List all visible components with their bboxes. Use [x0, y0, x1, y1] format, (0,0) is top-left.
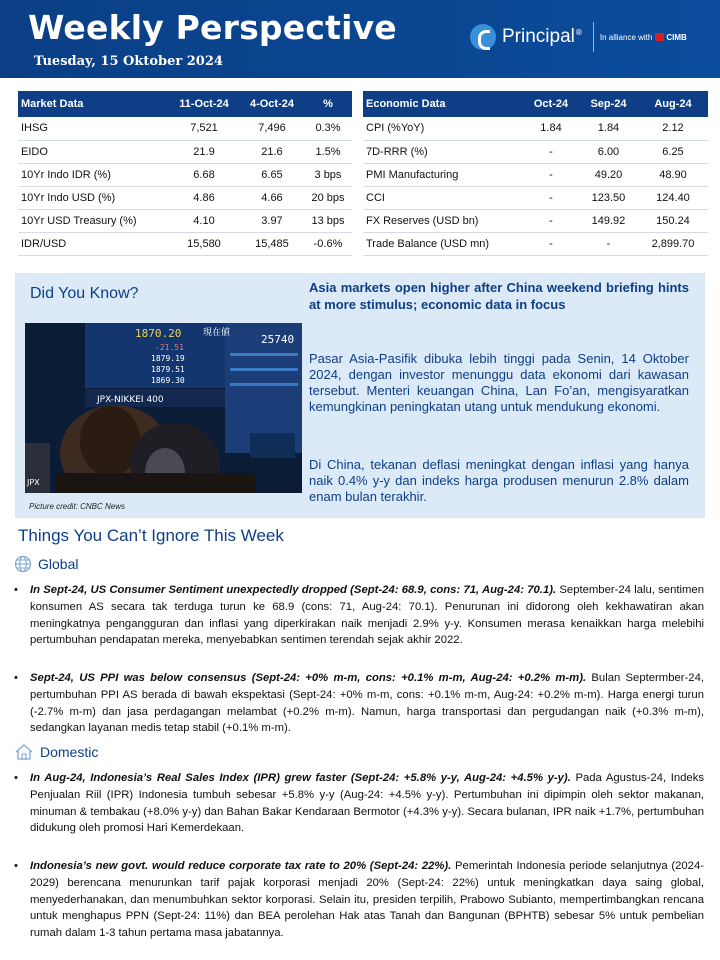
econ-col-header: Economic Data — [363, 91, 523, 117]
svg-text:1869.30: 1869.30 — [151, 376, 185, 385]
report-date: Tuesday, 15 Oktober 2024 — [34, 54, 223, 69]
home-icon — [14, 743, 34, 761]
page-title: Weekly Perspective — [28, 8, 397, 47]
domestic-label: Domestic — [40, 744, 99, 760]
news-headline: Asia markets open higher after China weekend briefing hints at more stimulus; economic data in focus — [309, 280, 689, 312]
svg-text:1879.19: 1879.19 — [151, 354, 185, 363]
list-item: • In Sept-24, US Consumer Sentiment unexpectedly dropped (Sept-24: 68.9, cons: 71, Aug-24: 70.1). September-24 lalu, sentimen konsumen AS secara tak terduga turun ke 68.9 (cons: 71, Aug-24: 70.1). Penurunan ini didorong oleh kekhawatiran akan meningkatnya pengangguran dan inflasi yang diperkirakan naik menjadi 2.9% y-y. Konsumen merasa kenaikkan harga melebihi pertumbuhan pendapatan mereka, menyebabkan sentimen terendah sejak akhir 2022. — [14, 584, 704, 647]
cimb-icon — [655, 33, 664, 41]
table-row: IHSG 7,521 7,496 0.3% — [18, 117, 352, 140]
photo-credit: Picture credit: CNBC News — [29, 502, 126, 511]
header-banner — [0, 0, 720, 78]
brand-name: Principal — [502, 26, 575, 47]
domestic-subheading — [14, 743, 98, 761]
news-paragraph-1: Pasar Asia-Pasifik dibuka lebih tinggi pada Senin, 14 Oktober 2024, dengan investor menunggu data ekonomi dari kawasan tersebut. Menteri keuangan China, Lan Fo’an, mengisyaratkan kemungkinan peningkatan utang untuk mendukung ekonomi. — [309, 351, 689, 414]
globe-icon — [14, 555, 32, 573]
svg-text:JPX-NIKKEI 400: JPX-NIKKEI 400 — [97, 395, 164, 405]
svg-text:現在値: 現在値 — [203, 328, 231, 338]
table-row: 10Yr USD Treasury (%) 4.10 3.97 13 bps — [18, 209, 352, 232]
table-row: CCI - 123.50 124.40 — [363, 186, 708, 209]
list-item: • Sept-24, US PPI was below consensus (Sept-24: +0% m-m, cons: +0.1% m-m, Aug-24: +0.2% m-m). Bulan Septermber-24, pertumbuhan PPI AS berada di bawah ekspektasi (Sept-24: +0% m-m, cons: +0.1% m-m, Aug-24: +0.2% m-m). Harga energi turun (-2.7% m-m) dan jasa perdagangan melambat (+0.2% m-m). Namun, harga transportasi dan pergudangan naik (+0.3% m-m), sedangkan layanan medis tetap stabil (+0.1% m-m). — [14, 672, 704, 735]
market-data-table — [18, 91, 352, 256]
svg-text:JPX: JPX — [27, 478, 40, 487]
table-row: PMI Manufacturing - 49.20 48.90 — [363, 163, 708, 186]
bullet-dot: • — [14, 860, 18, 872]
global-subheading — [14, 555, 78, 573]
svg-text:1879.51: 1879.51 — [151, 365, 185, 374]
econ-col-header: Aug-24 — [638, 91, 708, 117]
news-paragraph-2: Di China, tekanan deflasi meningkat dengan inflasi yang hanya naik 0.4% y-y dan indeks harga produsen menurun 2.8% dalam enam bulan terakhir. — [309, 457, 689, 504]
table-row: Trade Balance (USD mn) - - 2,899.70 — [363, 232, 708, 255]
logo-divider — [593, 22, 594, 52]
table-row: CPI (%YoY) 1.84 1.84 2.12 — [363, 117, 708, 140]
bullet-dot: • — [14, 584, 18, 596]
table-row: 7D-RRR (%) - 6.00 6.25 — [363, 140, 708, 163]
market-col-header: 4-Oct-24 — [240, 91, 304, 117]
list-item: • In Aug-24, Indonesia’s Real Sales Index (IPR) grew faster (Sept-24: +5.8% y-y, Aug-24: +4.5% y-y). Pada Agustus-24, Indeks Penjualan Riil (IPR) Indonesia tumbuh sebesar +5.8% y-y (Aug-24: +4.5% y-y). Pertumbuhan ini dipimpin oleh sektor makanan, minuman & tembakau (+8.0% y-y) dan Bahan Bakar Kendaraan Bermotor (+4.3% y-y). Secara bulanan, IPR naik +1.7%, pertumbuhan didukung oleh promosi Hari Kemerdekaan. — [14, 772, 705, 835]
econ-col-header: Sep-24 — [579, 91, 638, 117]
table-row: 10Yr Indo IDR (%) 6.68 6.65 3 bps — [18, 163, 352, 186]
stock-board-illustration — [25, 323, 302, 493]
did-you-know-title: Did You Know? — [30, 285, 139, 302]
bullet-dot: • — [14, 772, 18, 784]
market-col-header: 11-Oct-24 — [168, 91, 240, 117]
principal-p-icon — [470, 24, 496, 50]
alliance-text: In alliance with CIMB — [599, 32, 687, 42]
market-col-header: % — [304, 91, 352, 117]
market-col-header: Market Data — [18, 91, 168, 117]
svg-text:25740: 25740 — [261, 333, 295, 346]
bullet-dot: • — [14, 672, 18, 684]
did-you-know-box — [15, 273, 705, 518]
list-item: • Indonesia’s new govt. would reduce corporate tax rate to 20% (Sept-24: 22%). Pemerintah Indonesia periode selanjutnya (2024-2029) berencana menurunkan tarif pajak korporasi menjadi 20% (Sept-24: 22%) untuk meningkatkan daya saing global, menyederhanakan, dan menumbuhkan sektor korporasi. Selain itu, presiden terpilih, Prabowo Subianto, mempertimbangkan rencana untuk menghapus PPN (Sept-24: 11%) dan BEA perolehan Hak atas Tanah dan Bangunan (BPHTB) sebesar 5% untuk pembelian rumah dalam 1-3 tahun pertama masa jabatannya. — [14, 860, 705, 940]
section-title: Things You Can’t Ignore This Week — [18, 526, 284, 545]
economic-data-table — [363, 91, 708, 256]
principal-logo: Principal ® In alliance with CIMB — [470, 22, 687, 52]
svg-text:-21.51: -21.51 — [155, 343, 184, 352]
table-row: FX Reserves (USD bn) - 149.92 150.24 — [363, 209, 708, 232]
global-label: Global — [38, 556, 79, 572]
table-row: EIDO 21.9 21.6 1.5% — [18, 140, 352, 163]
table-row: IDR/USD 15,580 15,485 -0.6% — [18, 232, 352, 255]
econ-col-header: Oct-24 — [523, 91, 579, 117]
stock-board-photo — [25, 323, 302, 493]
table-row: 10Yr Indo USD (%) 4.86 4.66 20 bps — [18, 186, 352, 209]
svg-text:1870.20: 1870.20 — [135, 327, 182, 340]
